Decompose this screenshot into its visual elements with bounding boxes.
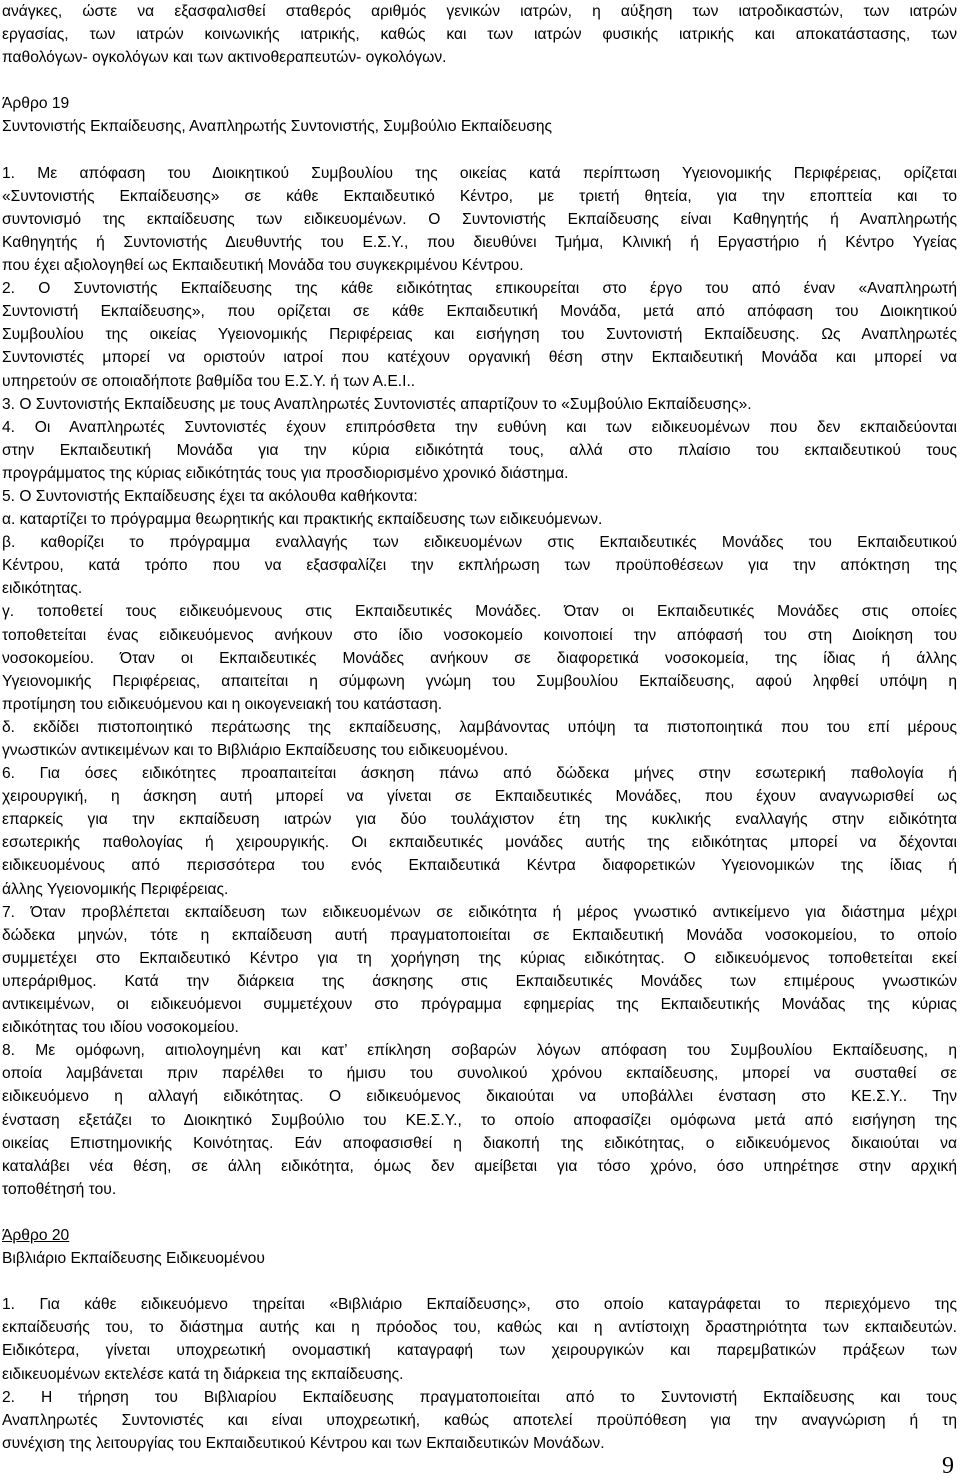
text-line: παθολόγων- ογκολόγων και των ακτινοθεραπευτών- ογκολόγων. <box>2 49 447 67</box>
text-line: δώδεκα μηνών, τότε η εκπαίδευση αυτή πραγματοποιείται σε Εκπαιδευτική Μονάδα νοσοκομείου, το οποίο <box>2 926 957 944</box>
text-line: που έχει αξιολογηθεί ως Εκπαιδευτική Μονάδα του συγκεκριμένου Κέντρου. <box>2 257 524 275</box>
text-line: 1. Με απόφαση του Διοικητικού Συμβουλίου της οικείας κατά περίπτωση Υγειονομικής Περιφέρειας, ορίζεται <box>2 164 957 182</box>
text-line: τοποθετείται ένας ειδικευόμενος ανήκουν στο ίδιο νοσοκομείο κοινοποιεί την απόφασή του στη Διοίκηση του <box>2 626 957 644</box>
text-line: 8. Με ομόφωνη, αιτιολογημένη και κατ’ επίκληση σοβαρών λόγων απόφαση του Συμβουλίου Εκπαίδευσης, η <box>2 1042 957 1060</box>
text-line: Συμβουλίου της οικείας Υγειονομικής Περιφέρειας και εισήγηση του Συντονιστή Εκπαίδευσης. Ως Αναπληρωτές <box>2 326 957 344</box>
text-line: συντονισμό της εκπαίδευσης των ειδικευομένων. Ο Συντονιστής Εκπαίδευσης είναι Καθηγητής ή Αναπληρωτής <box>2 210 957 228</box>
text-line: αντικειμένων, οι ειδικευόμενοι συμμετέχουν στο πρόγραμμα εφημερίας της Εκπαιδευτικής Μονάδας της κύριας <box>2 996 957 1014</box>
text-line: ειδικότητας. <box>2 580 83 598</box>
text-line: προγράμματος της κύριας ειδικότητάς τους για προσδιορισμένο χρονικό διάστημα. <box>2 464 569 482</box>
text-line: 4. Οι Αναπληρωτές Συντονιστές έχουν επιπρόσθετα την ευθύνη και των ειδικευομένων που δεν εκπαιδεύονται <box>2 418 957 436</box>
text-line: γ. τοποθετεί τους ειδικευόμενους στις Εκπαιδευτικές Μονάδες. Όταν οι Εκπαιδευτικές Μονάδες στις οποίες <box>2 603 957 621</box>
text-line: ειδικευομένους από περισσότερα του ενός Εκπαιδευτικά Κέντρα διαφορετικών Υγειονομικών της ίδιας ή <box>2 857 957 875</box>
text-line: άλλης Υγειονομικής Περιφέρειας. <box>2 880 229 898</box>
article-19-heading: Άρθρο 19 <box>2 95 70 113</box>
article-20-heading <box>2 1224 957 1247</box>
text-line: υπεράριθμος. Κατά την διάρκεια της άσκησης στις Εκπαιδευτικές Μονάδες των επιμέρους γνωστικών <box>2 972 957 990</box>
text-line: επαρκείς για την εκπαίδευση ιατρών για δύο τουλάχιστον έτη της κυκλικής εναλλαγής στην ειδικότητα <box>2 811 957 829</box>
text-line: ειδικευομένων εκτελέσε κατά τη διάρκεια της εκπαίδευσης. <box>2 1365 404 1383</box>
article-19-body <box>2 162 957 1201</box>
text-line: συνέχιση της λειτουργίας του Εκπαιδευτικού Κέντρου και των Εκπαιδευτικών Μονάδων. <box>2 1434 605 1452</box>
page-number: 9 <box>942 1453 954 1479</box>
text-line: Κέντρου, κατά τρόπο που να εξασφαλίζει την εκπλήρωση των προϋποθέσεων για την απόκτηση της <box>2 557 957 575</box>
text-line: ειδικευόμενο η αλλαγή ειδικότητας. Ο ειδικευόμενος δικαιούται να υποβάλλει ένσταση στο ΚΕ.Σ.Υ.. Την <box>2 1088 957 1106</box>
continuation-paragraph <box>2 0 957 69</box>
text-line: Υγειονομικής Περιφέρειας, απαιτείται η σύμφωνη γνώμη του Συμβουλίου Εκπαίδευσης, αφού ληφθεί υπόψη η <box>2 672 957 690</box>
text-line: προτίμηση του ειδικευόμενου και η οικογενειακή του κατάσταση. <box>2 695 443 713</box>
text-line: ανάγκες, ώστε να εξασφαλισθεί σταθερός αριθμός γενικών ιατρών, η αύξηση των ιατροδικαστών, των ιατρών <box>2 3 957 20</box>
text-line: οποία λαμβάνεται πριν παρέλθει το ήμισυ του συνολικού χρόνου εκπαίδευσης, μπορεί να συσταθεί σε <box>2 1065 957 1083</box>
text-line: νοσοκομείου. Όταν οι Εκπαιδευτικές Μονάδες ανήκουν σε διαφορετικά νοσοκομεία, της ίδιας ή άλλης <box>2 649 957 667</box>
blank-line <box>2 1201 957 1224</box>
text-line: χειρουργική, η άσκηση αυτή μπορεί να γίνεται σε Εκπαιδευτικές Μονάδες, που έχουν αναγνωρισθεί ως <box>2 788 957 806</box>
article-20-subtitle: Βιβλιάριο Εκπαίδευσης Ειδικευομένου <box>2 1250 265 1268</box>
blank-line <box>2 139 957 162</box>
text-line: ένσταση εξετάζει το Διοικητικό Συμβούλιο του ΚΕ.Σ.Υ., το οποίο αποφασίζει ομόφωνα μετά από εισήγηση της <box>2 1111 957 1129</box>
text-line: δ. εκδίδει πιστοποιητικό περάτωσης της εκπαίδευσης, λαμβάνοντας υπόψη τα πιστοποιητικά που του επί μέρους <box>2 718 957 736</box>
blank-line <box>2 1270 957 1293</box>
article-20-body <box>2 1293 957 1455</box>
text-line: γνωστικών αντικειμένων και το Βιβλιάριο Εκπαίδευσης του ειδικευομένου. <box>2 742 509 759</box>
text-line: 2. Ο Συντονιστής Εκπαίδευσης της κάθε ειδικότητας επικουρείται στο έργο του από έναν «Αναπληρωτή <box>2 280 957 298</box>
text-line: 7. Όταν προβλέπεται εκπαίδευση των ειδικευομένων σε ειδικότητα ή μέρος γνωστικό αντικείμενο για διάστημα μέχρι <box>2 903 957 921</box>
blank-line <box>2 69 957 92</box>
text-line: α. καταρτίζει το πρόγραμμα θεωρητικής και πρακτικής εκπαίδευσης των ειδικευόμενων. <box>2 511 603 529</box>
text-line: Καθηγητής ή Συντονιστής Διευθυντής του Ε.Σ.Υ., που διευθύνει Τμήμα, Κλινική ή Εργαστήριο ή Κέντρο Υγείας <box>2 233 957 251</box>
text-line: εκπαίδευσής του, το διάστημα αυτής και η πρόοδος του, καθώς και η αντίστοιχη δραστηριότητα των εκπαιδευτών. <box>2 1319 957 1337</box>
text-line: β. καθορίζει το πρόγραμμα εναλλαγής των ειδικευομένων στις Εκπαιδευτικές Μονάδες του Εκπαιδευτικού <box>2 534 957 552</box>
text-line: «Συντονιστής Εκπαίδευσης» σε κάθε Εκπαιδευτικό Κέντρο, με τριετή θητεία, για την εποπτεία και το <box>2 187 957 205</box>
text-line: στην Εκπαιδευτική Μονάδα για την κύρια ειδικότητά τους, αλλά στο πλαίσιο του εκπαιδευτικού τους <box>2 441 957 459</box>
text-line: Συντονιστές μπορεί να οριστούν ιατροί που κατέχουν οργανική θέση στην Εκπαιδευτική Μονάδα και μπορεί να <box>2 349 957 367</box>
text-line: 2. Η τήρηση του Βιβλιαρίου Εκπαίδευσης πραγματοποιείται από το Συντονιστή Εκπαίδευσης και τους <box>2 1388 957 1406</box>
article-20-heading-text: Άρθρο 20 <box>2 1226 70 1244</box>
text-line: συμμετέχει στο Εκπαιδευτικό Κέντρο για τη χορήγηση της κύριας ειδικότητας. Ο ειδικευόμενος τοποθετείται εκεί <box>2 949 957 967</box>
text-line: 6. Για όσες ειδικότητες προαπαιτείται άσκηση πάνω από δώδεκα μήνες στην εσωτερική παθολογία ή <box>2 765 957 783</box>
text-line: ειδικότητας του ιδίου νοσοκομείου. <box>2 1019 239 1037</box>
text-line: Ειδικότερα, γίνεται υποχρεωτική ονομαστική καταγραφή των χειρουργικών και παρεμβατικών πράξεων των <box>2 1342 957 1360</box>
document-page <box>2 0 957 1455</box>
text-line: Συντονιστή Εκπαίδευσης», που ορίζεται σε κάθε Εκπαιδευτική Μονάδα, μετά από απόφαση του Διοικητικού <box>2 303 957 321</box>
text-line: 5. Ο Συντονιστής Εκπαίδευσης έχει τα ακόλουθα καθήκοντα: <box>2 487 418 505</box>
article-19 <box>2 92 957 1201</box>
text-line: εσωτερικής παθολογίας ή χειρουργικής. Οι εκπαιδευτικές μονάδες αυτής της ειδικότητας μπορεί να δέχονται <box>2 834 957 852</box>
text-line: καταλάβει νέα θέση, σε άλλη ειδικότητα, όμως δεν αμείβεται για τόσο χρόνο, όσο υπηρέτησε στην αρχική <box>2 1157 957 1175</box>
text-line: 3. Ο Συντονιστής Εκπαίδευσης με τους Αναπληρωτές Συντονιστές απαρτίζουν το «Συμβούλιο Εκπαίδευσης». <box>2 395 752 413</box>
text-line: 1. Για κάθε ειδικευόμενο τηρείται «Βιβλιάριο Εκπαίδευσης», στο οποίο καταγράφεται το περιεχόμενο της <box>2 1296 957 1314</box>
article-20 <box>2 1224 957 1455</box>
text-line: υπηρετούν σε οποιαδήποτε βαθμίδα του Ε.Σ.Υ. ή των Α.Ε.Ι.. <box>2 372 416 390</box>
article-19-subtitle: Συντονιστής Εκπαίδευσης, Αναπληρωτής Συντονιστής, Συμβούλιο Εκπαίδευσης <box>2 118 553 136</box>
text-line: οικείας Επιστημονικής Κοινότητας. Εάν αποφασισθεί η διακοπή της ειδικότητας, ο ειδικευόμενος δικαιούται να <box>2 1134 957 1152</box>
text-line: εργασίας, των ιατρών κοινωνικής ιατρικής, καθώς και των ιατρών φυσικής ιατρικής και αποκατάστασης, των <box>2 26 957 44</box>
text-line: τοποθέτησή του. <box>2 1180 117 1198</box>
text-line: Αναπληρωτές Συντονιστές και είναι υποχρεωτική, καθώς αποτελεί προϋπόθεση για την αναγνώριση ή τη <box>2 1411 957 1429</box>
